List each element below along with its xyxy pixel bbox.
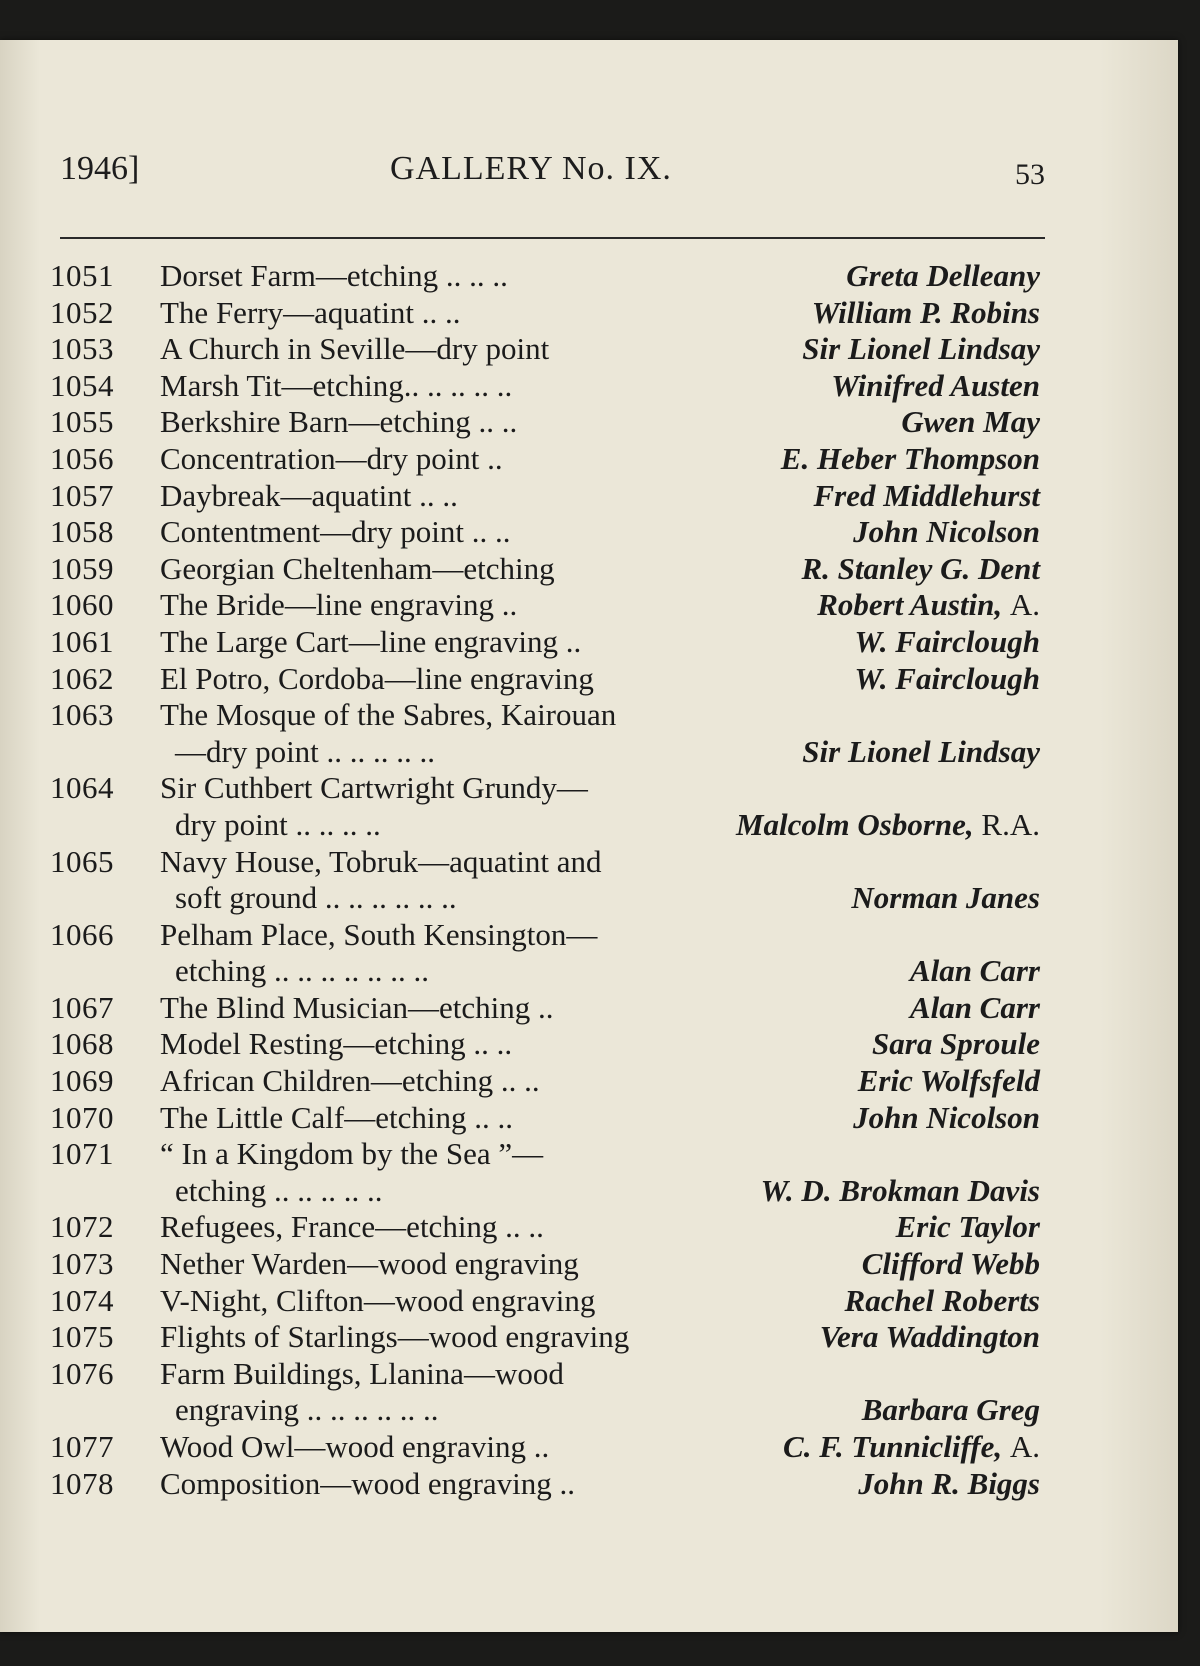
catalogue-entry-line bbox=[50, 514, 1040, 551]
entry-number: 1052 bbox=[50, 294, 114, 330]
entry-artist bbox=[852, 1063, 1040, 1100]
catalogue-entry-line bbox=[50, 368, 1040, 405]
entry-title: Composition—wood engraving .. bbox=[160, 1465, 576, 1501]
entry-title: The Little Calf—etching .. .. bbox=[160, 1099, 513, 1135]
artist-name: Malcolm Osborne, bbox=[735, 806, 974, 842]
entry-title: The Large Cart—line engraving .. bbox=[160, 623, 582, 659]
catalogue-entries bbox=[50, 258, 1040, 1502]
artist-name: Fred Middlehurst bbox=[813, 477, 1040, 513]
entry-artist bbox=[775, 441, 1040, 478]
entry-artist bbox=[856, 1392, 1040, 1429]
catalogue-entry-line bbox=[50, 1063, 1040, 1100]
entry-number: 1063 bbox=[50, 697, 114, 733]
catalogue-entry-line bbox=[50, 734, 1040, 771]
catalogue-entry-line bbox=[50, 1356, 1040, 1393]
artist-name: Gwen May bbox=[901, 404, 1040, 440]
entry-artist bbox=[890, 1209, 1040, 1246]
entry-artist bbox=[795, 551, 1040, 588]
entry-title: Daybreak—aquatint .. .. bbox=[160, 477, 458, 513]
entry-artist bbox=[730, 807, 1040, 844]
artist-name: Sir Lionel Lindsay bbox=[802, 733, 1040, 769]
artist-name: John R. Biggs bbox=[858, 1465, 1040, 1501]
artist-name: R. Stanley G. Dent bbox=[801, 550, 1040, 586]
entry-title: soft ground .. .. .. .. .. .. bbox=[175, 880, 457, 916]
page-number: 53 bbox=[1015, 158, 1045, 191]
catalogue-entry-line bbox=[50, 1173, 1040, 1210]
catalogue-entry-line bbox=[50, 917, 1040, 954]
entry-title: Farm Buildings, Llanina—wood bbox=[160, 1355, 564, 1391]
entry-title: A Church in Seville—dry point bbox=[160, 331, 550, 367]
artist-name: Robert Austin, bbox=[817, 587, 1003, 623]
entry-title: Wood Owl—wood engraving .. bbox=[160, 1429, 550, 1464]
artist-name: Barbara Greg bbox=[861, 1392, 1040, 1428]
entry-number: 1072 bbox=[50, 1209, 114, 1245]
entry-number: 1076 bbox=[50, 1355, 114, 1391]
entry-number: 1065 bbox=[50, 843, 114, 879]
entry-artist bbox=[904, 953, 1040, 990]
entry-title: Refugees, France—etching .. .. bbox=[160, 1209, 544, 1245]
catalogue-entry-line bbox=[50, 624, 1040, 661]
catalogue-entry-line bbox=[50, 1429, 1040, 1466]
catalogue-entry-line bbox=[50, 1466, 1040, 1503]
entry-title: Pelham Place, South Kensington— bbox=[160, 916, 598, 952]
entry-title: engraving .. .. .. .. .. .. bbox=[175, 1392, 439, 1428]
entry-artist bbox=[904, 990, 1040, 1027]
catalogue-entry-line bbox=[50, 441, 1040, 478]
entry-title: African Children—etching .. .. bbox=[160, 1063, 540, 1099]
catalogue-entry-line bbox=[50, 661, 1040, 698]
entry-number: 1066 bbox=[50, 916, 114, 952]
entry-title: Navy House, Tobruk—aquatint and bbox=[160, 843, 602, 879]
entry-title: The Blind Musician—etching .. bbox=[160, 989, 554, 1025]
entry-artist bbox=[796, 734, 1040, 771]
entry-title: Marsh Tit—etching.. .. .. .. .. bbox=[160, 367, 513, 403]
page-title: GALLERY No. IX. bbox=[390, 150, 672, 187]
entry-title: Berkshire Barn—etching .. .. bbox=[160, 404, 518, 440]
catalogue-entry-line bbox=[50, 1392, 1040, 1429]
running-header bbox=[60, 150, 1045, 196]
catalogue-entry-line bbox=[50, 1026, 1040, 1063]
entry-artist bbox=[777, 1429, 1040, 1466]
artist-name: W. D. Brokman Davis bbox=[760, 1172, 1040, 1208]
entry-title: —dry point .. .. .. .. .. bbox=[175, 733, 436, 769]
entry-artist bbox=[755, 1173, 1040, 1210]
entry-artist bbox=[811, 587, 1040, 624]
entry-title: V-Night, Clifton—wood engraving bbox=[160, 1282, 596, 1318]
catalogue-entry-line bbox=[50, 1246, 1040, 1283]
entry-number: 1054 bbox=[50, 367, 114, 403]
catalogue-entry-line bbox=[50, 990, 1040, 1027]
entry-title: etching .. .. .. .. .. .. .. bbox=[175, 953, 429, 989]
entry-number: 1062 bbox=[50, 660, 114, 696]
catalogue-entry-line bbox=[50, 880, 1040, 917]
entry-title: Model Resting—etching .. .. bbox=[160, 1026, 513, 1062]
entry-artist bbox=[895, 404, 1040, 441]
catalogue-entry-line bbox=[50, 807, 1040, 844]
catalogue-entry-line bbox=[50, 331, 1040, 368]
entry-title: El Potro, Cordoba—line engraving bbox=[160, 660, 594, 696]
entry-artist bbox=[814, 1319, 1040, 1356]
entry-title: dry point .. .. .. .. bbox=[175, 806, 381, 842]
entry-artist bbox=[849, 624, 1040, 661]
entry-number: 1073 bbox=[50, 1246, 114, 1282]
catalogue-entry-line bbox=[50, 551, 1040, 588]
entry-title: Flights of Starlings—wood engraving bbox=[160, 1319, 630, 1355]
entry-title: Sir Cuthbert Cartwright Grundy— bbox=[160, 770, 588, 806]
artist-name: W. Fairclough bbox=[854, 623, 1040, 659]
artist-name: Greta Delleany bbox=[846, 258, 1040, 293]
entry-number: 1074 bbox=[50, 1282, 114, 1318]
entry-number: 1075 bbox=[50, 1319, 114, 1355]
artist-name: E. Heber Thompson bbox=[780, 440, 1040, 476]
catalogue-entry-line bbox=[50, 258, 1040, 295]
catalogue-entry-line bbox=[50, 697, 1040, 734]
artist-name: W. Fairclough bbox=[854, 660, 1040, 696]
entry-artist bbox=[806, 295, 1040, 332]
entry-artist bbox=[796, 331, 1040, 368]
catalogue-entry-line bbox=[50, 770, 1040, 807]
entry-artist bbox=[845, 880, 1040, 917]
entry-artist bbox=[847, 1100, 1040, 1137]
entry-artist bbox=[856, 1246, 1040, 1283]
entry-title: Concentration—dry point .. bbox=[160, 440, 503, 476]
entry-number: 1057 bbox=[50, 477, 114, 513]
entry-artist bbox=[807, 478, 1040, 515]
artist-name: Vera Waddington bbox=[819, 1319, 1040, 1355]
catalogue-page bbox=[0, 40, 1178, 1632]
artist-name: Clifford Webb bbox=[861, 1246, 1040, 1282]
catalogue-entry-line bbox=[50, 844, 1040, 881]
entry-artist bbox=[840, 258, 1040, 295]
artist-name: Winifred Austen bbox=[831, 367, 1040, 403]
entry-number: 1071 bbox=[50, 1136, 114, 1172]
entry-number: 1056 bbox=[50, 440, 114, 476]
entry-title: Dorset Farm—etching .. .. .. bbox=[160, 258, 508, 293]
artist-name: Alan Carr bbox=[909, 953, 1040, 989]
artist-name: Sara Sproule bbox=[872, 1026, 1040, 1062]
entry-number: 1051 bbox=[50, 258, 114, 293]
artist-name: William P. Robins bbox=[811, 294, 1040, 330]
entry-number: 1067 bbox=[50, 989, 114, 1025]
entry-number: 1053 bbox=[50, 331, 114, 367]
artist-name: John Nicolson bbox=[853, 514, 1040, 550]
entry-number: 1068 bbox=[50, 1026, 114, 1062]
entry-title: Contentment—dry point .. .. bbox=[160, 514, 511, 550]
entry-number: 1070 bbox=[50, 1099, 114, 1135]
catalogue-entry-line bbox=[50, 587, 1040, 624]
artist-name: Sir Lionel Lindsay bbox=[802, 331, 1040, 367]
catalogue-entry-line bbox=[50, 953, 1040, 990]
catalogue-entry-line bbox=[50, 404, 1040, 441]
artist-honour: A. bbox=[1009, 1429, 1040, 1464]
entry-artist bbox=[825, 368, 1040, 405]
entry-title: etching .. .. .. .. .. bbox=[175, 1172, 383, 1208]
entry-artist bbox=[839, 1283, 1040, 1320]
entry-title: The Mosque of the Sabres, Kairouan bbox=[160, 697, 617, 733]
entry-title: “ In a Kingdom by the Sea ”— bbox=[160, 1136, 544, 1172]
entry-title: Georgian Cheltenham—etching bbox=[160, 550, 555, 586]
catalogue-entry-line bbox=[50, 1100, 1040, 1137]
artist-name: C. F. Tunnicliffe, bbox=[783, 1429, 1003, 1464]
entry-number: 1059 bbox=[50, 550, 114, 586]
entry-title: Nether Warden—wood engraving bbox=[160, 1246, 579, 1282]
entry-title: The Bride—line engraving .. bbox=[160, 587, 518, 623]
catalogue-entry-line bbox=[50, 1136, 1040, 1173]
header-rule bbox=[60, 237, 1045, 239]
catalogue-entry-line bbox=[50, 478, 1040, 515]
artist-name: Norman Janes bbox=[851, 880, 1040, 916]
entry-number: 1078 bbox=[50, 1465, 114, 1501]
entry-number: 1064 bbox=[50, 770, 114, 806]
entry-artist bbox=[849, 661, 1040, 698]
entry-title: The Ferry—aquatint .. .. bbox=[160, 294, 461, 330]
entry-number: 1077 bbox=[50, 1429, 114, 1464]
entry-number: 1058 bbox=[50, 514, 114, 550]
catalogue-entry-line bbox=[50, 1319, 1040, 1356]
entry-number: 1055 bbox=[50, 404, 114, 440]
artist-name: Alan Carr bbox=[909, 989, 1040, 1025]
artist-name: John Nicolson bbox=[853, 1099, 1040, 1135]
artist-honour: A. bbox=[1009, 587, 1040, 623]
catalogue-entry-line bbox=[50, 295, 1040, 332]
catalogue-entry-line bbox=[50, 1209, 1040, 1246]
artist-name: Rachel Roberts bbox=[844, 1282, 1040, 1318]
entry-artist bbox=[847, 514, 1040, 551]
artist-name: Eric Wolfsfeld bbox=[857, 1063, 1040, 1099]
header-year: 1946] bbox=[60, 150, 140, 187]
catalogue-entry-line bbox=[50, 1283, 1040, 1320]
entry-artist bbox=[852, 1466, 1040, 1503]
entry-number: 1061 bbox=[50, 623, 114, 659]
entry-number: 1069 bbox=[50, 1063, 114, 1099]
artist-honour: R.A. bbox=[981, 806, 1040, 842]
entry-artist bbox=[866, 1026, 1040, 1063]
entry-number: 1060 bbox=[50, 587, 114, 623]
artist-name: Eric Taylor bbox=[895, 1209, 1040, 1245]
